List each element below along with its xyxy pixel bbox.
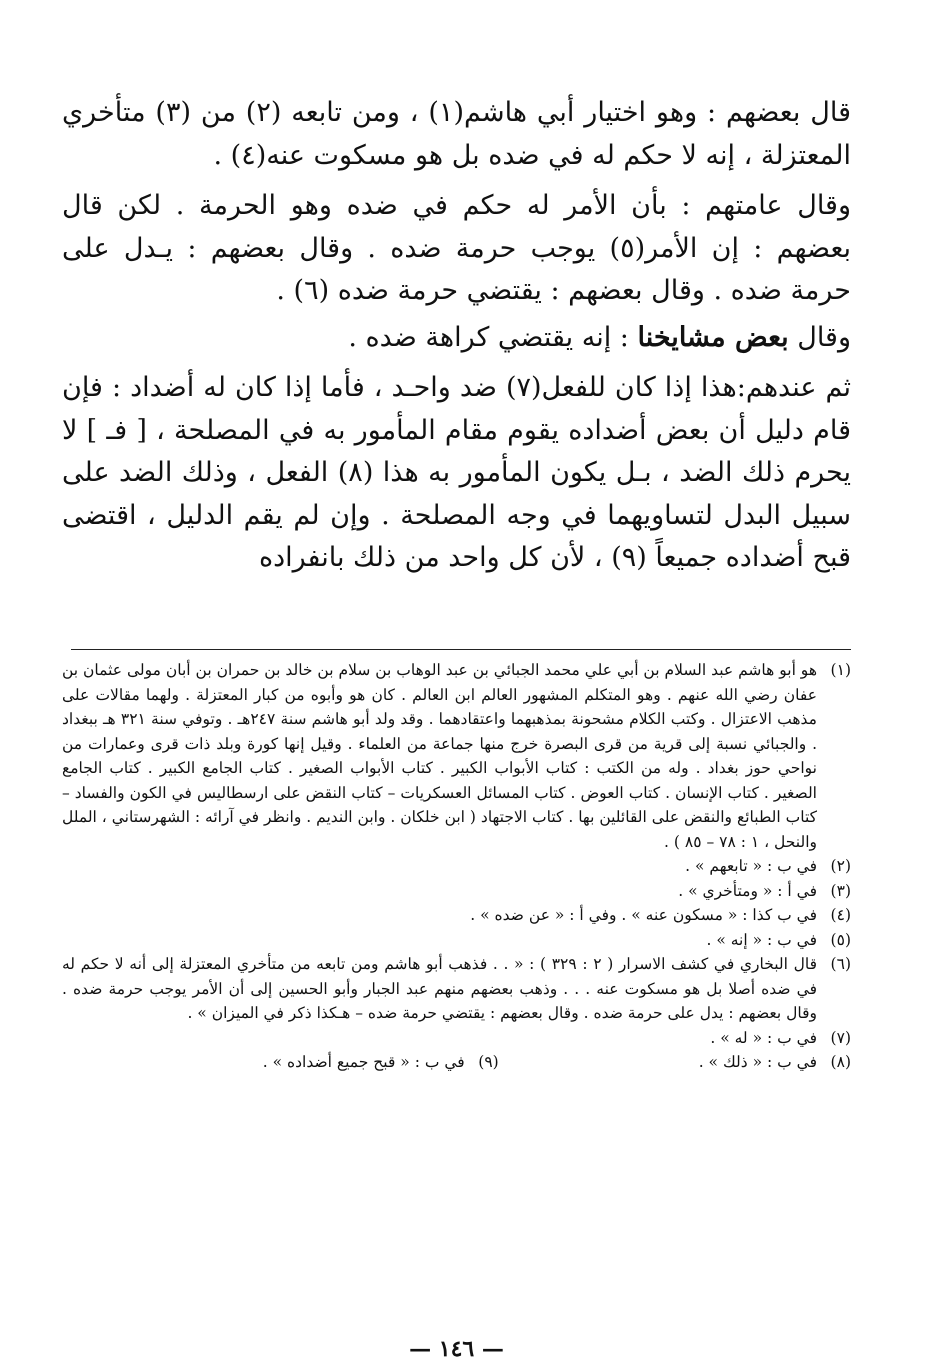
footnote-9 xyxy=(263,1050,499,1075)
book-page xyxy=(62,92,851,1370)
footnote-number: (٣) xyxy=(830,881,851,900)
footnotes xyxy=(62,658,851,1075)
footnote-7 xyxy=(62,1026,851,1051)
footnote-2 xyxy=(62,854,851,879)
paragraph-3-prefix: وقال xyxy=(788,321,851,353)
footnote-number: (٢) xyxy=(830,857,851,875)
paragraph-3-rest: : إنه يقتضي كراهة ضده . xyxy=(348,321,638,353)
footnote-number: (٥) xyxy=(830,930,851,949)
footnote-number: (٨) xyxy=(830,1053,851,1071)
footnote-text: في ب : « قبح جميع أضداده » . xyxy=(262,1053,465,1071)
main-text xyxy=(62,92,851,580)
footnote-divider xyxy=(71,649,851,650)
footnote-8 xyxy=(699,1050,851,1075)
footnote-6 xyxy=(62,952,851,1026)
footnote-4 xyxy=(62,903,851,928)
footnote-number: (١) xyxy=(830,661,851,679)
footnote-text: في ب كذا : « مسكون عنه » . وفي أ : « عن ضده » . xyxy=(470,906,817,924)
paragraph-3 xyxy=(62,317,851,360)
footnote-3 xyxy=(62,879,851,904)
footnote-5 xyxy=(62,928,851,953)
footnote-number: (٩) xyxy=(478,1053,499,1071)
paragraph-1: قال بعضهم : وهو اختيار أبي هاشم(١) ، ومن تابعه (٢) من (٣) متأخري المعتزلة ، إنه لا حكم له في ضده بل هو مسكوت عنه(٤) . xyxy=(62,97,851,171)
page-number: — ١٤٦ — xyxy=(409,1336,504,1362)
paragraph-3-bold: بعض مشايخنا xyxy=(637,321,789,353)
footnote-text: هو أبو هاشم عبد السلام بن أبي علي محمد الجبائي بن عبد الوهاب بن سلام بن خالد بن حمران بن أبان مولى عثمان بن عفان رضي الله عنهم . وهو المتكلم المشهور العالم ابن العالم . كان هو وأبوه من كبار المعتزلة . ولهما مقالات على مذهب الاعتزال . وكتب الكلام مشحونة بمذهبهما واعتقادهما . وقد ولد أبو هاشم سنة ٢٤٧هـ . وتوفي سنة ٣٢١ هـ ببغداد . والجبائي نسبة إلى قرية من قرى البصرة خرج منها جماعة من العلماء . وقيل إنها كورة وبلد ذات قرى وعمارات من نواحي حوز بغداد . وله من الكتب : كتاب الأبواب الكبير . كتاب الأبواب الصغير . كتاب الجامع الكبير . كتاب الجامع الصغير . كتاب الإنسان . كتاب العوض . كتاب المسائل العسكريات – كتاب النقض على ارسطاليس في الكون والفساد – كتاب الطبائع والنقض على القائلين بها . كتاب الاجتهاد ( ابن خلكان . وابن النديم . وانظر في آرائه : الشهرستاني ، الملل والنحل ، ١ : ٧٨ – ٨٥ ) . xyxy=(62,661,817,851)
footnote-number: (٦) xyxy=(830,955,851,973)
footnote-number: (٧) xyxy=(830,1028,851,1047)
footnote-text: في ب : « تابعهم » . xyxy=(685,857,817,875)
paragraph-2: وقال عامتهم : بأن الأمر له حكم في ضده وهو الحرمة . لكن قال بعضهم : إن الأمر(٥) يوجب حرمة ضده . وقال بعضهم : يـدل على حرمة ضده . وقال بعضهم : يقتضي حرمة ضده (٦) . xyxy=(62,190,851,306)
footnote-number: (٤) xyxy=(830,906,851,924)
footnote-text: في ب : « له » . xyxy=(710,1028,817,1047)
footnote-text: في ب : « إنه » . xyxy=(706,930,817,949)
footnote-text: في ب : « ذلك » . xyxy=(698,1053,817,1071)
footnote-text: في أ : « ومتأخري » . xyxy=(678,881,817,900)
paragraph-4: ثم عندهم:هذا إذا كان للفعل(٧) ضد واحـد ، فأما إذا كان له أضداد : فإن قام دليل أن بعض أضداده يقوم مقام المأمور به في المصلحة ، [ فـ ] لا يحرم ذلك الضد ، بـل يكون المأمور به هذا (٨) الفعل ، وذلك الضد على سبيل البدل لتساويهما في وجه المصلحة . وإن لم يقم الدليل ، اقتضى قبح أضداده جميعاً (٩) ، لأن كل واحد من ذلك بانفراده xyxy=(62,372,852,573)
footnote-1 xyxy=(62,658,851,854)
footnote-row-8-9 xyxy=(62,1050,851,1075)
footnote-text: قال البخاري في كشف الاسرار ( ٢ : ٣٢٩ ) : « . . فذهب أبو هاشم ومن تابعه من متأخري المعتزلة إلى أنه لا حكم له في ضده أصلا بل هو مسكوت عنه . . . وذهب بعضهم منهم عبد الجبار وأبو الحسين إلى أن الأمر يوجب حرمة ضده . وقال بعضهم : يدل على حرمة ضده . وقال بعضهم : يقتضي حرمة ضده – هـكذا ذكر في الميزان » . xyxy=(62,955,817,1022)
